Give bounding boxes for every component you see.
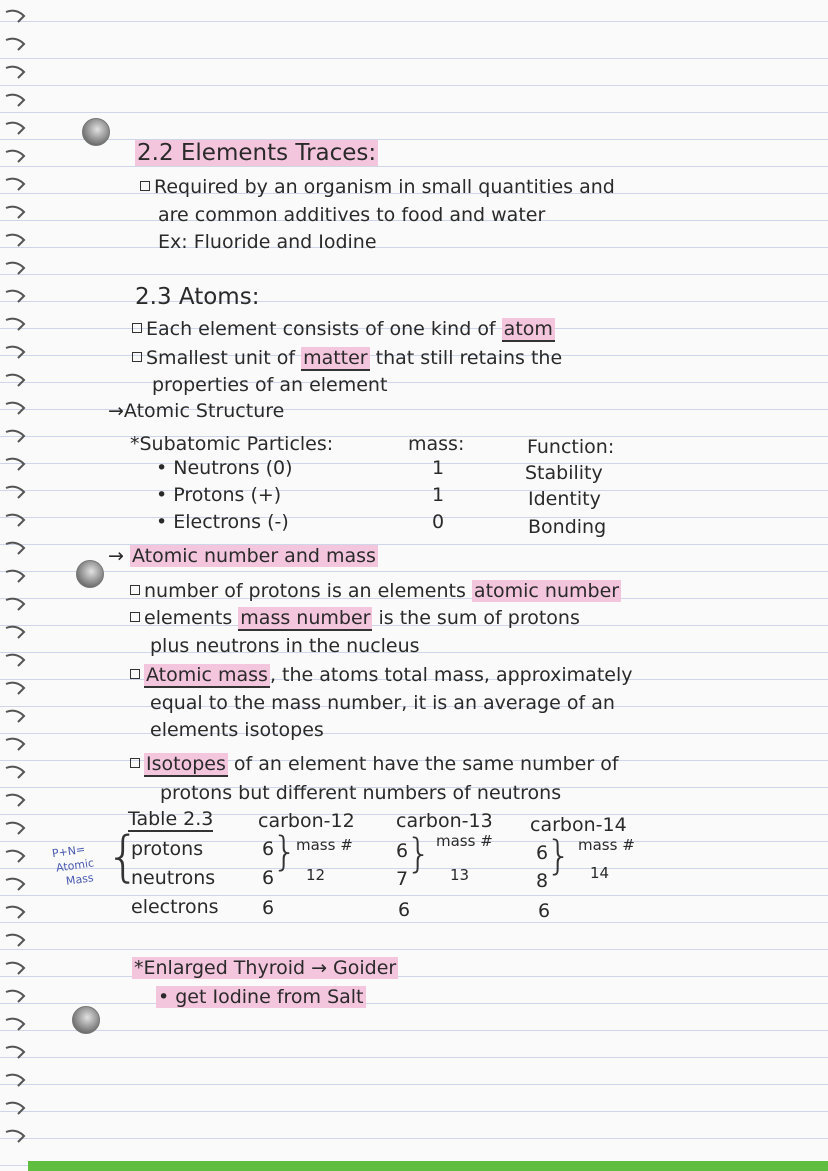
number-bullet-4 — [130, 753, 619, 775]
table-column-header: carbon-12 — [258, 810, 355, 832]
particle-mass: 1 — [432, 457, 445, 479]
traces-line-1 — [140, 176, 615, 198]
table-label: Table 2.3 — [128, 808, 214, 830]
atomic-structure-heading — [108, 400, 284, 422]
number-b2-text: elements — [144, 607, 239, 629]
table-cell: 6 — [398, 899, 411, 921]
number-b2-post: is the sum of protons — [372, 607, 580, 629]
mass-brace: } — [546, 833, 572, 879]
spiral-binding — [0, 0, 40, 1171]
mass-label: mass # — [436, 832, 493, 850]
particle-name-text: Neutrons (0) — [173, 457, 293, 479]
atoms-b1-highlight: atom — [503, 318, 553, 340]
table-column-header: carbon-13 — [396, 810, 493, 832]
side-note-line-1: P+N= — [51, 842, 86, 861]
checkbox-icon — [130, 585, 140, 595]
particle-mass: 1 — [432, 484, 445, 506]
atomic-structure-text: Atomic Structure — [123, 400, 285, 422]
atoms-bullet-1 — [132, 318, 555, 340]
side-note-line-2: Atomic — [55, 856, 95, 875]
table-row-label: protons — [131, 838, 204, 860]
mass-label: mass # — [578, 836, 635, 854]
particle-function: Stability — [525, 462, 603, 484]
iodine-note-text: • get Iodine from Salt — [158, 986, 364, 1008]
table-cell: 6 — [536, 842, 549, 864]
traces-line-1-text: Required by an organism in small quantities and — [154, 176, 615, 198]
side-note-line-3: Mass — [65, 871, 95, 888]
number-b1-text: number of protons is an elements — [144, 580, 472, 602]
table-cell: 6 — [538, 900, 551, 922]
section-title-traces — [135, 142, 378, 164]
atoms-bullet-2-cont: properties of an element — [152, 374, 388, 396]
particle-name-text: Protons (+) — [173, 484, 282, 506]
particle-name: • Neutrons (0) — [156, 457, 293, 479]
table-column-header: carbon-14 — [530, 814, 627, 836]
particle-name: • Electrons (-) — [156, 511, 289, 533]
atoms-bullet-2 — [132, 347, 562, 369]
number-bullet-3-cont-2: elements isotopes — [150, 719, 324, 741]
particle-name: • Protons (+) — [156, 484, 282, 506]
particle-function: Bonding — [528, 516, 607, 538]
table-cell: 8 — [536, 870, 549, 892]
particle-function: Identity — [528, 488, 601, 510]
atomic-number-title-text: Atomic number and mass — [131, 545, 376, 567]
iodine-note — [156, 986, 366, 1008]
function-header: Function: — [527, 436, 615, 458]
mass-header: mass: — [408, 433, 465, 455]
thyroid-note-text: *Enlarged Thyroid → Goider — [134, 957, 397, 979]
table-row-label: electrons — [131, 896, 219, 918]
table-cell: 6 — [262, 838, 275, 860]
green-page-edge — [28, 1161, 828, 1171]
particles-header: *Subatomic Particles: — [130, 433, 334, 455]
atoms-b2-post: that still retains the — [369, 347, 563, 369]
atoms-b1-text: Each element consists of one kind of — [146, 318, 502, 340]
row-brace: { — [106, 825, 141, 888]
mass-value: 13 — [450, 866, 470, 884]
thyroid-note — [132, 957, 398, 979]
checkbox-icon — [132, 323, 142, 333]
number-bullet-2-cont: plus neutrons in the nucleus — [150, 635, 420, 657]
number-bullet-4-cont: protons but different numbers of neutrons — [160, 782, 562, 804]
atoms-b2-text: Smallest unit of — [146, 347, 302, 369]
arrow-right-icon: → — [108, 545, 130, 567]
traces-line-2: are common additives to food and water — [158, 204, 546, 226]
table-cell: 7 — [396, 868, 409, 890]
table-cell: 6 — [262, 867, 275, 889]
number-b3-post: , the atoms total mass, approximately — [269, 664, 633, 686]
mass-brace: } — [406, 831, 432, 877]
number-b4-post: of an element have the same number of — [227, 753, 619, 775]
table-cell: 6 — [396, 840, 409, 862]
number-bullet-1 — [130, 580, 621, 602]
atomic-number-heading — [108, 545, 378, 567]
particle-mass: 0 — [432, 511, 445, 533]
punch-hole — [72, 1006, 100, 1034]
section-title-atoms: 2.3 Atoms: — [135, 284, 260, 310]
traces-line-3: Ex: Fluoride and Iodine — [158, 231, 377, 253]
mass-label: mass # — [296, 836, 353, 854]
number-b4-highlight: Isotopes — [146, 753, 226, 775]
number-b2-highlight: mass number — [240, 607, 371, 629]
mass-value: 12 — [306, 866, 326, 884]
particle-name-text: Electrons (-) — [173, 511, 289, 533]
mass-brace: } — [272, 829, 298, 875]
arrow-right-icon: → — [108, 400, 124, 422]
checkbox-icon — [132, 352, 142, 362]
table-cell: 6 — [262, 897, 275, 919]
number-bullet-3-cont-1: equal to the mass number, it is an average of an — [150, 692, 615, 714]
checkbox-icon — [140, 181, 150, 191]
number-bullet-3 — [130, 664, 632, 686]
mass-value: 14 — [590, 864, 610, 882]
traces-title-text: 2.2 Elements Traces: — [137, 140, 377, 166]
number-b3-highlight: Atomic mass — [146, 664, 268, 686]
checkbox-icon — [130, 612, 140, 622]
number-b1-highlight: atomic number — [473, 580, 620, 602]
table-row-label: neutrons — [131, 867, 216, 889]
atoms-b2-highlight: matter — [303, 347, 368, 369]
punch-hole — [82, 118, 110, 146]
checkbox-icon — [130, 758, 140, 768]
checkbox-icon — [130, 669, 140, 679]
punch-hole — [76, 560, 104, 588]
number-bullet-2 — [130, 607, 580, 629]
